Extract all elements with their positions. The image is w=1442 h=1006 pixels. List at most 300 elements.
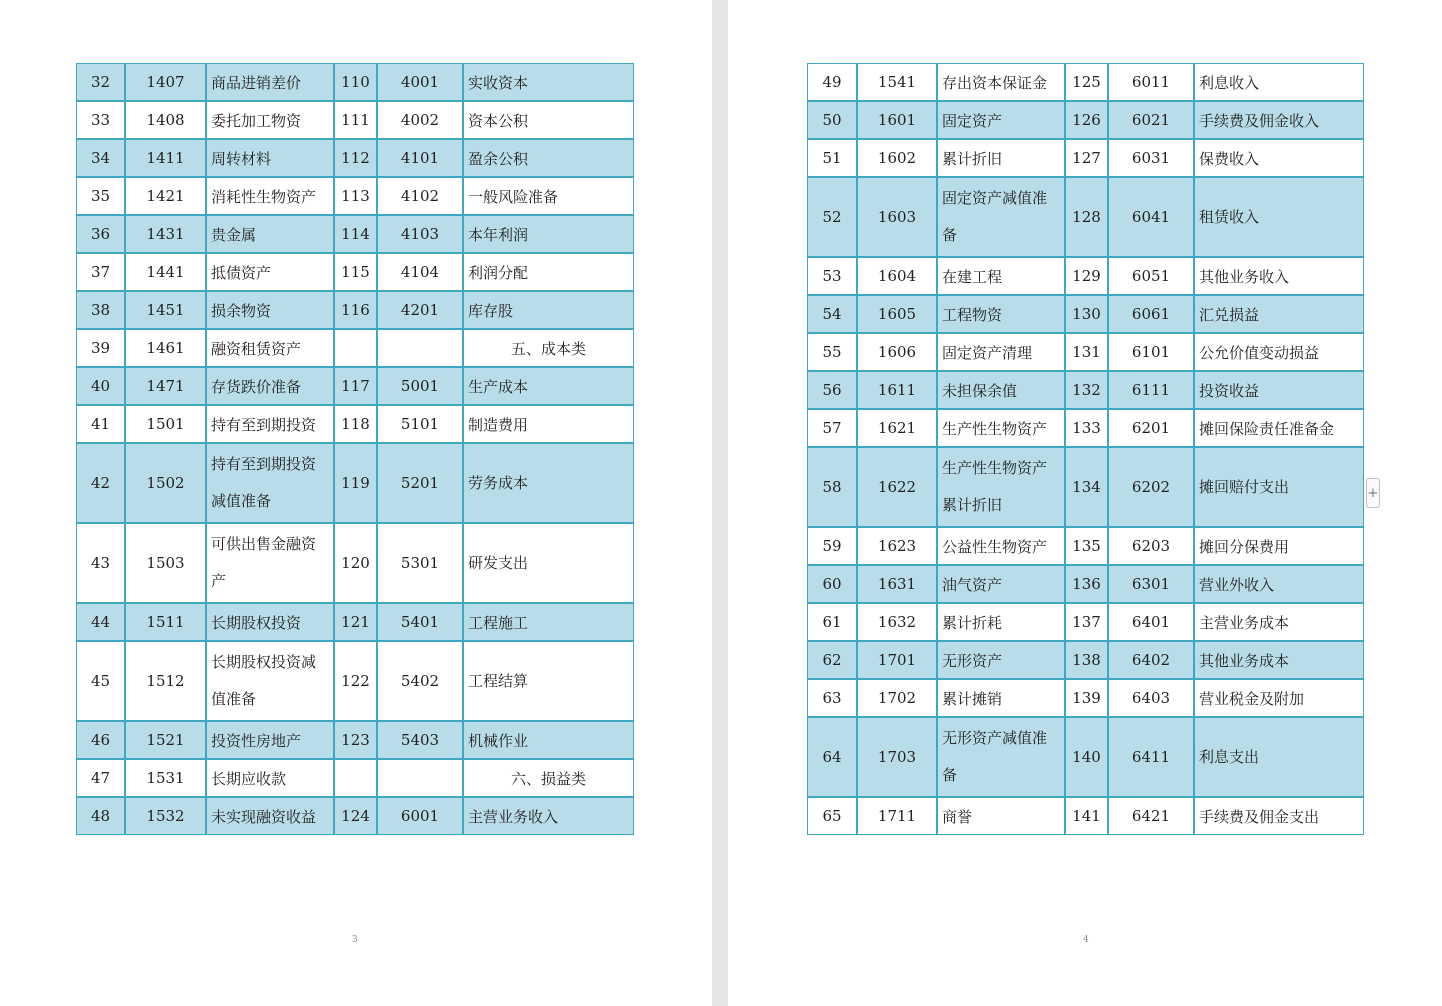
cell-text: 1605 xyxy=(877,305,917,323)
account-name-cell[interactable] xyxy=(937,527,1065,565)
row-number-cell[interactable] xyxy=(76,177,125,215)
row-number-cell[interactable] xyxy=(334,603,377,641)
cell-text: 5101 xyxy=(400,415,440,433)
row-number-cell[interactable] xyxy=(807,679,857,717)
row-number-cell[interactable] xyxy=(807,603,857,641)
cell-text: 生产性生物资产 xyxy=(942,419,1048,438)
page-number: 3 xyxy=(352,935,358,945)
account-name-cell[interactable] xyxy=(1194,101,1364,139)
cell-text: 公益性生物资产 xyxy=(942,537,1048,556)
row-number-cell[interactable] xyxy=(334,291,377,329)
cell-text: 1541 xyxy=(877,73,917,91)
cell-text: 五、成本类 xyxy=(510,339,586,358)
cell-text: 1702 xyxy=(877,689,917,707)
cell-text: 固定资产 xyxy=(942,111,1003,130)
account-code-cell[interactable] xyxy=(125,405,206,443)
row-number-cell[interactable] xyxy=(807,371,857,409)
account-name-cell[interactable] xyxy=(937,679,1065,717)
row-number-cell[interactable] xyxy=(334,443,377,523)
cell-text: 42 xyxy=(90,473,111,492)
account-name-cell[interactable] xyxy=(463,291,634,329)
cell-text: 其他业务成本 xyxy=(1199,651,1290,670)
account-code-cell[interactable] xyxy=(857,63,937,101)
account-code-cell[interactable] xyxy=(857,371,937,409)
table-row xyxy=(807,679,1364,717)
cell-text: 6202 xyxy=(1131,477,1171,496)
account-name-cell[interactable] xyxy=(1194,565,1364,603)
account-name-cell[interactable] xyxy=(463,405,634,443)
account-name-cell[interactable] xyxy=(463,253,634,291)
account-code-cell[interactable] xyxy=(1108,527,1194,565)
cell-text: 抵债资产 xyxy=(211,263,272,282)
cell-text: 1701 xyxy=(877,651,917,669)
row-number-cell[interactable] xyxy=(76,797,125,835)
account-name-cell[interactable] xyxy=(937,63,1065,101)
account-name-cell[interactable] xyxy=(206,367,334,405)
row-number-cell[interactable] xyxy=(334,523,377,603)
cell-text: 4103 xyxy=(400,225,440,243)
cell-text: 1407 xyxy=(146,73,185,91)
cell-text: 1501 xyxy=(146,415,185,433)
cell-text: 5301 xyxy=(400,553,440,572)
row-number-cell[interactable] xyxy=(334,329,377,367)
account-code-cell[interactable] xyxy=(857,603,937,641)
cell-text: 122 xyxy=(341,671,370,690)
account-code-cell[interactable] xyxy=(125,253,206,291)
account-name-cell[interactable] xyxy=(937,447,1065,527)
cell-text: 累计折旧 xyxy=(942,149,1003,168)
cell-text: 1604 xyxy=(877,267,917,285)
account-name-cell[interactable] xyxy=(937,139,1065,177)
account-name-cell[interactable] xyxy=(1194,139,1364,177)
account-code-cell[interactable] xyxy=(857,447,937,527)
account-code-cell[interactable] xyxy=(125,291,206,329)
row-number-cell[interactable] xyxy=(76,253,125,291)
cell-text: 持有至到期投资减值准备 xyxy=(211,455,317,510)
cell-text: 37 xyxy=(90,263,111,281)
account-code-cell[interactable] xyxy=(1108,63,1194,101)
account-name-cell[interactable] xyxy=(937,333,1065,371)
row-number-cell[interactable] xyxy=(76,215,125,253)
account-name-cell[interactable] xyxy=(1194,603,1364,641)
account-name-cell[interactable] xyxy=(1194,177,1364,257)
account-code-cell[interactable] xyxy=(377,603,463,641)
cell-text: 生产性生物资产累计折旧 xyxy=(942,459,1048,514)
account-code-cell[interactable] xyxy=(1108,101,1194,139)
account-code-cell[interactable] xyxy=(1108,295,1194,333)
account-name-cell[interactable] xyxy=(463,603,634,641)
account-code-cell[interactable] xyxy=(857,333,937,371)
table-row xyxy=(807,257,1364,295)
account-code-cell[interactable] xyxy=(857,409,937,447)
account-code-cell[interactable] xyxy=(1108,333,1194,371)
account-name-cell[interactable] xyxy=(1194,679,1364,717)
account-name-cell[interactable] xyxy=(937,603,1065,641)
account-code-cell[interactable] xyxy=(1108,679,1194,717)
account-code-cell[interactable] xyxy=(857,139,937,177)
account-code-cell[interactable] xyxy=(857,101,937,139)
cell-text: 1512 xyxy=(146,671,185,690)
cell-text: 1441 xyxy=(146,263,185,281)
account-code-cell[interactable] xyxy=(377,215,463,253)
account-name-cell[interactable] xyxy=(206,721,334,759)
row-number-cell[interactable] xyxy=(76,523,125,603)
row-number-cell[interactable] xyxy=(76,641,125,721)
account-name-cell[interactable] xyxy=(206,253,334,291)
row-number-cell[interactable] xyxy=(1065,447,1108,527)
account-name-cell[interactable] xyxy=(206,177,334,215)
account-code-cell[interactable] xyxy=(377,329,463,367)
row-number-cell[interactable] xyxy=(1065,101,1108,139)
row-number-cell[interactable] xyxy=(334,215,377,253)
account-name-cell[interactable] xyxy=(1194,63,1364,101)
account-code-cell[interactable] xyxy=(377,759,463,797)
row-number-cell[interactable] xyxy=(807,139,857,177)
section-heading-cell[interactable] xyxy=(463,329,634,367)
cell-text: 摊回分保费用 xyxy=(1199,537,1290,556)
account-name-cell[interactable] xyxy=(206,139,334,177)
row-number-cell[interactable] xyxy=(76,63,125,101)
row-number-cell[interactable] xyxy=(1065,333,1108,371)
cell-text: 长期应收款 xyxy=(211,769,287,788)
account-name-cell[interactable] xyxy=(1194,371,1364,409)
cell-text: 生产成本 xyxy=(468,377,529,396)
cell-text: 4001 xyxy=(400,73,440,91)
account-name-cell[interactable] xyxy=(206,759,334,797)
row-number-cell[interactable] xyxy=(1065,527,1108,565)
account-name-cell[interactable] xyxy=(1194,641,1364,679)
account-code-cell[interactable] xyxy=(125,139,206,177)
cell-text: 利息支出 xyxy=(1199,747,1260,766)
cell-text: 摊回赔付支出 xyxy=(1199,477,1290,496)
row-number-cell[interactable] xyxy=(334,759,377,797)
row-number-cell[interactable] xyxy=(334,405,377,443)
cell-text: 1521 xyxy=(146,731,185,749)
cell-text: 110 xyxy=(341,73,370,91)
account-name-cell[interactable] xyxy=(463,721,634,759)
account-name-cell[interactable] xyxy=(937,565,1065,603)
cell-text: 123 xyxy=(341,731,370,749)
account-name-cell[interactable] xyxy=(463,215,634,253)
row-number-cell[interactable] xyxy=(1065,295,1108,333)
row-number-cell[interactable] xyxy=(334,101,377,139)
cell-text: 50 xyxy=(822,111,842,129)
account-code-cell[interactable] xyxy=(377,721,463,759)
row-number-cell[interactable] xyxy=(807,63,857,101)
table-row xyxy=(76,443,634,523)
account-code-cell[interactable] xyxy=(125,797,206,835)
cell-text: 营业外收入 xyxy=(1199,575,1275,594)
table-row xyxy=(807,641,1364,679)
row-number-cell[interactable] xyxy=(1065,257,1108,295)
row-number-cell[interactable] xyxy=(1065,409,1108,447)
account-code-cell[interactable] xyxy=(125,721,206,759)
row-number-cell[interactable] xyxy=(1065,63,1108,101)
account-code-cell[interactable] xyxy=(1108,371,1194,409)
account-name-cell[interactable] xyxy=(206,215,334,253)
account-name-cell[interactable] xyxy=(206,641,334,721)
cell-text: 贵金属 xyxy=(211,225,257,244)
account-code-cell[interactable] xyxy=(125,63,206,101)
account-code-cell[interactable] xyxy=(377,253,463,291)
cell-text: 劳务成本 xyxy=(468,473,529,492)
table-row xyxy=(807,139,1364,177)
cell-text: 累计折耗 xyxy=(942,613,1003,632)
cell-text: 1602 xyxy=(877,149,917,167)
row-number-cell[interactable] xyxy=(334,177,377,215)
account-name-cell[interactable] xyxy=(1194,333,1364,371)
account-code-cell[interactable] xyxy=(1108,139,1194,177)
cell-text: 49 xyxy=(822,73,842,91)
account-name-cell[interactable] xyxy=(937,257,1065,295)
account-code-cell[interactable] xyxy=(125,523,206,603)
account-name-cell[interactable] xyxy=(206,101,334,139)
cell-text: 6403 xyxy=(1131,689,1171,707)
account-code-cell[interactable] xyxy=(1108,447,1194,527)
account-code-cell[interactable] xyxy=(1108,797,1194,835)
account-name-cell[interactable] xyxy=(463,443,634,523)
cell-text: 无形资产 xyxy=(942,651,1003,670)
cell-text: 长期股权投资减值准备 xyxy=(211,653,317,708)
row-number-cell[interactable] xyxy=(334,797,377,835)
account-code-cell[interactable] xyxy=(857,527,937,565)
account-code-cell[interactable] xyxy=(125,367,206,405)
account-code-cell[interactable] xyxy=(125,443,206,523)
cell-text: 136 xyxy=(1072,575,1101,593)
row-number-cell[interactable] xyxy=(76,721,125,759)
row-number-cell[interactable] xyxy=(807,257,857,295)
cell-text: 52 xyxy=(822,207,842,226)
account-code-cell[interactable] xyxy=(1108,641,1194,679)
account-name-cell[interactable] xyxy=(1194,717,1364,797)
cell-text: 6301 xyxy=(1131,575,1171,593)
account-code-cell[interactable] xyxy=(377,177,463,215)
account-name-cell[interactable] xyxy=(1194,257,1364,295)
account-name-cell[interactable] xyxy=(937,409,1065,447)
account-code-cell[interactable] xyxy=(1108,177,1194,257)
account-name-cell[interactable] xyxy=(463,797,634,835)
cell-text: 128 xyxy=(1072,207,1101,226)
cell-text: 6011 xyxy=(1131,73,1171,91)
account-code-cell[interactable] xyxy=(125,329,206,367)
account-code-cell[interactable] xyxy=(377,523,463,603)
row-number-cell[interactable] xyxy=(334,253,377,291)
row-number-cell[interactable] xyxy=(807,527,857,565)
cell-text: 48 xyxy=(90,807,111,825)
account-code-cell[interactable] xyxy=(125,603,206,641)
account-name-cell[interactable] xyxy=(206,603,334,641)
account-code-cell[interactable] xyxy=(377,63,463,101)
cell-text: 投资收益 xyxy=(1199,381,1260,400)
cell-text: 手续费及佣金支出 xyxy=(1199,807,1320,826)
row-number-cell[interactable] xyxy=(76,405,125,443)
table-row xyxy=(76,215,634,253)
account-name-cell[interactable] xyxy=(1194,797,1364,835)
account-name-cell[interactable] xyxy=(1194,409,1364,447)
account-name-cell[interactable] xyxy=(937,641,1065,679)
account-code-cell[interactable] xyxy=(857,717,937,797)
account-name-cell[interactable] xyxy=(1194,295,1364,333)
account-name-cell[interactable] xyxy=(463,101,634,139)
account-name-cell[interactable] xyxy=(206,797,334,835)
cell-text: 6061 xyxy=(1131,305,1171,323)
account-name-cell[interactable] xyxy=(206,63,334,101)
account-name-cell[interactable] xyxy=(463,641,634,721)
account-name-cell[interactable] xyxy=(463,63,634,101)
account-code-cell[interactable] xyxy=(377,139,463,177)
cell-text: 111 xyxy=(341,111,370,129)
table-row xyxy=(807,101,1364,139)
cell-text: 117 xyxy=(341,377,370,395)
cell-text: 121 xyxy=(341,613,370,631)
account-code-cell[interactable] xyxy=(125,759,206,797)
account-code-cell[interactable] xyxy=(857,257,937,295)
add-row-button[interactable]: + xyxy=(1366,478,1380,508)
account-code-cell[interactable] xyxy=(377,405,463,443)
account-code-cell[interactable] xyxy=(377,641,463,721)
account-name-cell[interactable] xyxy=(206,329,334,367)
cell-text: 131 xyxy=(1072,343,1101,361)
row-number-cell[interactable] xyxy=(1065,603,1108,641)
row-number-cell[interactable] xyxy=(76,759,125,797)
account-code-cell[interactable] xyxy=(377,101,463,139)
account-name-cell[interactable] xyxy=(206,523,334,603)
cell-text: 1532 xyxy=(146,807,185,825)
cell-text: 6101 xyxy=(1131,343,1171,361)
cell-text: 40 xyxy=(90,377,111,395)
row-number-cell[interactable] xyxy=(807,101,857,139)
account-name-cell[interactable] xyxy=(463,177,634,215)
row-number-cell[interactable] xyxy=(1065,717,1108,797)
account-code-cell[interactable] xyxy=(857,641,937,679)
account-name-cell[interactable] xyxy=(937,717,1065,797)
account-name-cell[interactable] xyxy=(937,295,1065,333)
account-name-cell[interactable] xyxy=(937,371,1065,409)
cell-text: 36 xyxy=(90,225,111,243)
row-number-cell[interactable] xyxy=(807,295,857,333)
account-code-cell[interactable] xyxy=(125,641,206,721)
row-number-cell[interactable] xyxy=(334,721,377,759)
row-number-cell[interactable] xyxy=(807,797,857,835)
row-number-cell[interactable] xyxy=(334,63,377,101)
account-name-cell[interactable] xyxy=(463,367,634,405)
account-code-cell[interactable] xyxy=(377,443,463,523)
cell-text: 1531 xyxy=(146,769,185,787)
cell-text: 6021 xyxy=(1131,111,1171,129)
row-number-cell[interactable] xyxy=(807,717,857,797)
table-row xyxy=(807,447,1364,527)
cell-text: 33 xyxy=(90,111,111,129)
table-row xyxy=(807,565,1364,603)
cell-text: 5001 xyxy=(400,377,440,395)
account-name-cell[interactable] xyxy=(206,291,334,329)
account-code-cell[interactable] xyxy=(857,797,937,835)
cell-text: 115 xyxy=(341,263,370,281)
cell-text: 1603 xyxy=(877,207,917,226)
row-number-cell[interactable] xyxy=(807,447,857,527)
account-code-cell[interactable] xyxy=(1108,603,1194,641)
cell-text: 65 xyxy=(822,807,842,825)
row-number-cell[interactable] xyxy=(807,409,857,447)
cell-text: 5402 xyxy=(400,671,440,690)
cell-text: 1451 xyxy=(146,301,185,319)
account-name-cell[interactable] xyxy=(937,177,1065,257)
row-number-cell[interactable] xyxy=(76,101,125,139)
row-number-cell[interactable] xyxy=(807,565,857,603)
cell-text: 32 xyxy=(90,73,111,91)
account-name-cell[interactable] xyxy=(1194,447,1364,527)
account-name-cell[interactable] xyxy=(937,797,1065,835)
account-code-cell[interactable] xyxy=(377,291,463,329)
cell-text: 6111 xyxy=(1131,381,1171,399)
cell-text: 1632 xyxy=(877,613,917,631)
cell-text: 商誉 xyxy=(942,807,973,826)
row-number-cell[interactable] xyxy=(1065,679,1108,717)
account-code-cell[interactable] xyxy=(1108,409,1194,447)
account-code-cell[interactable] xyxy=(1108,257,1194,295)
cell-text: 可供出售金融资产 xyxy=(211,535,317,590)
account-code-cell[interactable] xyxy=(857,565,937,603)
account-code-cell[interactable] xyxy=(125,215,206,253)
row-number-cell[interactable] xyxy=(76,291,125,329)
account-name-cell[interactable] xyxy=(463,523,634,603)
row-number-cell[interactable] xyxy=(76,443,125,523)
row-number-cell[interactable] xyxy=(76,367,125,405)
row-number-cell[interactable] xyxy=(1065,565,1108,603)
row-number-cell[interactable] xyxy=(1065,139,1108,177)
cell-text: 机械作业 xyxy=(468,731,529,750)
cell-text: 摊回保险责任准备金 xyxy=(1199,419,1335,438)
account-code-cell[interactable] xyxy=(857,679,937,717)
account-name-cell[interactable] xyxy=(463,139,634,177)
row-number-cell[interactable] xyxy=(807,641,857,679)
row-number-cell[interactable] xyxy=(334,641,377,721)
row-number-cell[interactable] xyxy=(1065,641,1108,679)
table-row xyxy=(76,177,634,215)
account-code-cell[interactable] xyxy=(377,367,463,405)
row-number-cell[interactable] xyxy=(1065,371,1108,409)
row-number-cell[interactable] xyxy=(334,139,377,177)
row-number-cell[interactable] xyxy=(334,367,377,405)
account-code-cell[interactable] xyxy=(125,177,206,215)
account-name-cell[interactable] xyxy=(206,443,334,523)
account-code-cell[interactable] xyxy=(1108,565,1194,603)
row-number-cell[interactable] xyxy=(1065,797,1108,835)
cell-text: 未实现融资收益 xyxy=(211,807,317,826)
account-code-cell[interactable] xyxy=(1108,717,1194,797)
page-gutter xyxy=(712,0,728,1006)
cell-text: 工程施工 xyxy=(468,613,529,632)
row-number-cell[interactable] xyxy=(1065,177,1108,257)
row-number-cell[interactable] xyxy=(807,333,857,371)
section-heading-cell[interactable] xyxy=(463,759,634,797)
account-code-cell[interactable] xyxy=(125,101,206,139)
account-name-cell[interactable] xyxy=(206,405,334,443)
cell-text: 114 xyxy=(341,225,370,243)
cell-text: 保费收入 xyxy=(1199,149,1260,168)
account-name-cell[interactable] xyxy=(937,101,1065,139)
row-number-cell[interactable] xyxy=(807,177,857,257)
row-number-cell[interactable] xyxy=(76,603,125,641)
account-code-cell[interactable] xyxy=(857,295,937,333)
cell-text: 1503 xyxy=(146,553,185,572)
row-number-cell[interactable] xyxy=(76,139,125,177)
account-name-cell[interactable] xyxy=(1194,527,1364,565)
row-number-cell[interactable] xyxy=(76,329,125,367)
cell-text: 商品进销差价 xyxy=(211,73,302,92)
account-code-cell[interactable] xyxy=(857,177,937,257)
account-code-cell[interactable] xyxy=(377,797,463,835)
